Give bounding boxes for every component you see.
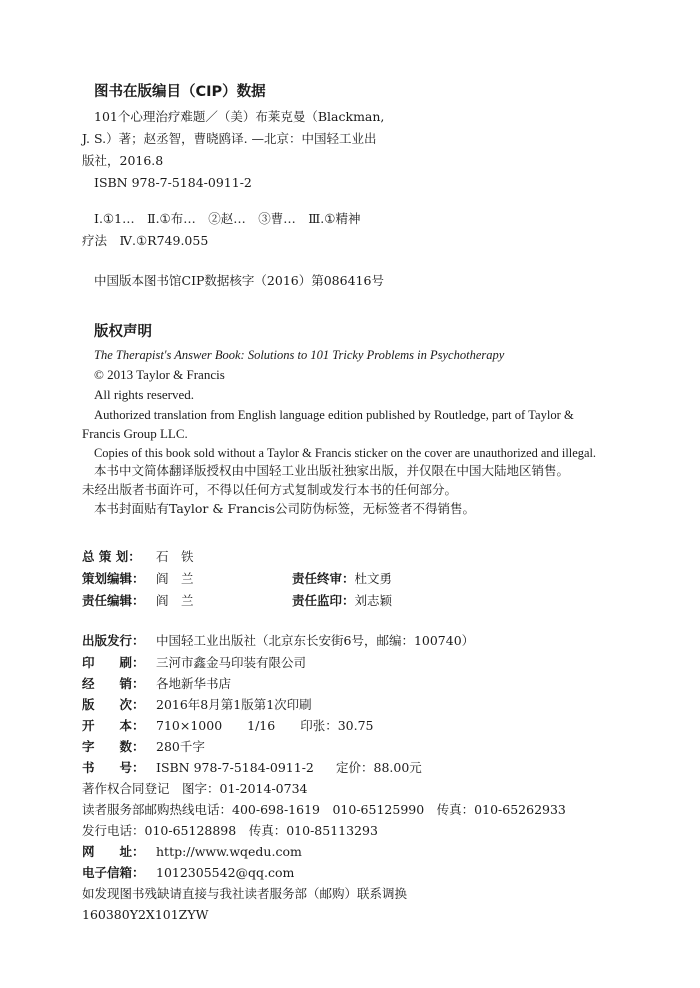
pub-row-code <box>82 906 208 924</box>
defect-notice: 如发现图书残缺请直接与我社读者服务部（邮购）联系调换 <box>82 886 408 901</box>
contract-value: 著作权合同登记 图字：01-2014-0734 <box>82 781 308 796</box>
cn-license-line-1: 本书中文简体翻译版授权由中国轻工业出版社独家出版，并仅限在中国大陆地区销售。 <box>94 463 570 478</box>
cip-heading: 图书在版编目（CIP）数据 <box>94 84 266 100</box>
print-value: 三河市鑫金马印装有限公司 <box>156 655 307 670</box>
words-value: 280千字 <box>156 739 205 754</box>
cip-line-3: 版社，2016.8 <box>82 153 164 168</box>
web-label: 网 址： <box>82 844 145 859</box>
cip-class-line-2: 疗法 Ⅳ.①R749.055 <box>82 233 209 248</box>
distributor-value: 各地新华书店 <box>156 676 232 691</box>
pub-row-publisher <box>82 632 474 650</box>
authorized-line-2: Francis Group LLC. <box>82 426 188 441</box>
final-review-value: 杜文勇 <box>354 571 393 586</box>
cip-line-1: 101个心理治疗难题／（美）布莱克曼（Blackman, <box>94 109 385 124</box>
rights-reserved: All rights reserved. <box>94 387 195 402</box>
cn-license-line-2: 未经出版者书面许可，不得以任何方式复制或发行本书的任何部分。 <box>82 482 458 497</box>
cip-record: 中国版本图书馆CIP数据核字（2016）第086416号 <box>94 273 384 288</box>
distributor-label: 经 销： <box>82 676 145 691</box>
cip-isbn: ISBN 978-7-5184-0911-2 <box>94 175 252 190</box>
isbn-value: ISBN 978-7-5184-0911-2 <box>156 760 314 775</box>
sticker-notice: Copies of this book sold without a Taylor & Francis sticker on the cover are unauthorized and illegal. <box>94 446 596 460</box>
copyright-notice: © 2013 Taylor & Francis <box>94 367 225 382</box>
pub-row-print <box>82 654 306 672</box>
plan-editor-value: 阎 兰 <box>156 571 194 586</box>
pub-row-dist-phone <box>82 822 378 840</box>
reader-service-value: 读者服务部邮购热线电话：400-698-1619 010-65125990 传真：010-65262933 <box>82 802 566 817</box>
english-title: The Therapist's Answer Book: Solutions to 101 Tricky Problems in Psychotherapy <box>94 348 505 362</box>
publisher-value: 中国轻工业出版社（北京东长安街6号，邮编：100740） <box>156 633 475 648</box>
format-label: 开 本： <box>82 718 145 733</box>
cn-license-line-3: 本书封面贴有Taylor & Francis公司防伪标签，无标签者不得销售。 <box>94 501 476 516</box>
pub-row-reader-service <box>82 801 566 819</box>
dist-phone-value: 发行电话：010-65128898 传真：010-85113293 <box>82 823 378 838</box>
format-value: 710×1000 1/16 印张：30.75 <box>156 718 374 733</box>
resp-editor-label: 责任编辑： <box>82 593 145 608</box>
pub-row-isbn <box>82 759 422 777</box>
cip-class-line-1: Ⅰ.①1… Ⅱ.①布… ②赵… ③曹… Ⅲ.①精神 <box>94 211 361 226</box>
pub-row-format <box>82 717 374 735</box>
planner-label: 总 策 划： <box>82 549 141 564</box>
authorized-line-1: Authorized translation from English language edition published by Routledge, part of Taylor & <box>94 408 574 422</box>
cip-line-2: J. S.）著；赵丞智，曹晓鸥译. —北京：中国轻工业出 <box>82 131 377 146</box>
staff-row-resp-editor <box>82 592 392 610</box>
publisher-label: 出版发行： <box>82 633 145 648</box>
email-value: 1012305542@qq.com <box>156 865 295 880</box>
web-value: http://www.wqedu.com <box>156 844 302 859</box>
internal-code: 160380Y2X101ZYW <box>82 907 209 922</box>
email-label: 电子信箱： <box>82 865 145 880</box>
price-value: 定价：88.00元 <box>336 760 422 775</box>
isbn-label: 书 号： <box>82 760 145 775</box>
pub-row-web <box>82 843 302 861</box>
pub-row-defect <box>82 885 407 903</box>
print-supervisor-label: 责任监印： <box>292 593 355 608</box>
edition-label: 版 次： <box>82 697 145 712</box>
final-review-label: 责任终审： <box>292 571 355 586</box>
pub-row-edition <box>82 696 312 714</box>
print-label: 印 刷： <box>82 655 145 670</box>
words-label: 字 数： <box>82 739 145 754</box>
pub-row-contract <box>82 780 307 798</box>
staff-row-planner <box>82 548 194 566</box>
copyright-heading: 版权声明 <box>94 324 152 340</box>
staff-row-plan-editor <box>82 570 392 588</box>
edition-value: 2016年8月第1版第1次印刷 <box>156 697 312 712</box>
planner-value: 石 铁 <box>156 549 194 564</box>
print-supervisor-value: 刘志颖 <box>354 593 393 608</box>
pub-row-words <box>82 738 205 756</box>
pub-row-distributor <box>82 675 231 693</box>
pub-row-email <box>82 864 294 882</box>
resp-editor-value: 阎 兰 <box>156 593 194 608</box>
plan-editor-label: 策划编辑： <box>82 571 145 586</box>
